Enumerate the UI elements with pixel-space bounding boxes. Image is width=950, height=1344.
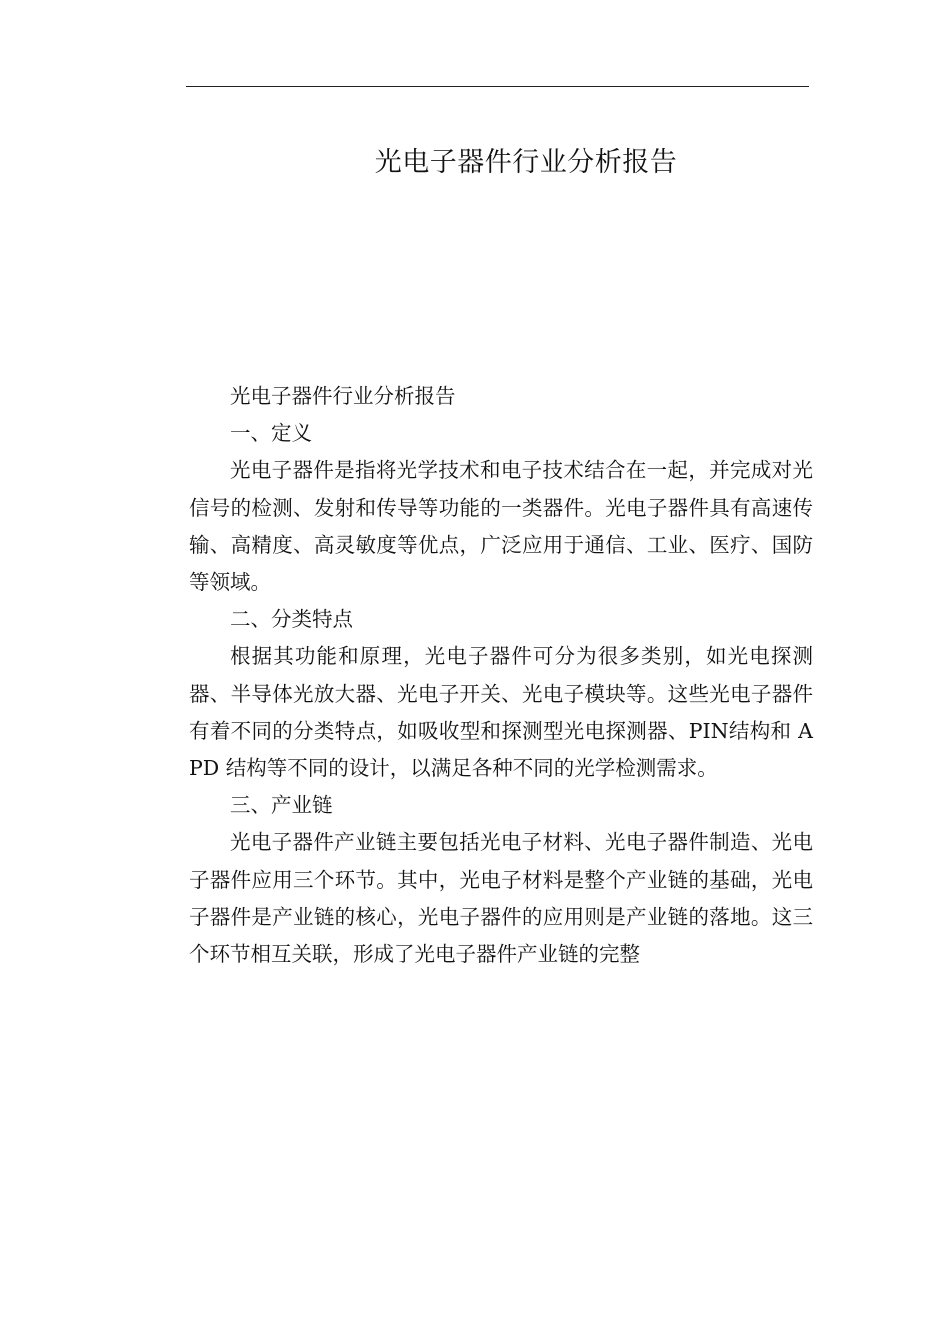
- section-heading-classification: 二、分类特点: [230, 607, 353, 632]
- section-heading-industry-chain: 三、产业链: [230, 793, 333, 818]
- document-title: 光电子器件行业分析报告: [374, 147, 678, 178]
- paragraph-classification: 根据其功能和原理，光电子器件可分为很多类别，如光电探测器、半导体光放大器、光电子开关、光电子模块等。这些光电子器件有着不同的分类特点，如吸收型和探测型光电探测器、PIN结构和 APD 结构等不同的设计，以满足各种不同的光学检测需求。: [189, 644, 813, 781]
- paragraph-definition: 光电子器件是指将光学技术和电子技术结合在一起，并完成对光信号的检测、发射和传导等功能的一类器件。光电子器件具有高速传输、高精度、高灵敏度等优点，广泛应用于通信、工业、医疗、国防等领域。: [189, 458, 813, 595]
- paragraph-industry-chain: 光电子器件产业链主要包括光电子材料、光电子器件制造、光电子器件应用三个环节。其中，光电子材料是整个产业链的基础，光电子器件是产业链的核心，光电子器件的应用则是产业链的落地。这三个环节相互关联，形成了光电子器件产业链的完整: [189, 830, 813, 967]
- document-body: [189, 378, 813, 973]
- body-heading: 光电子器件行业分析报告: [230, 384, 456, 408]
- header-rule: [186, 86, 809, 87]
- section-heading-definition: 一、定义: [230, 421, 312, 446]
